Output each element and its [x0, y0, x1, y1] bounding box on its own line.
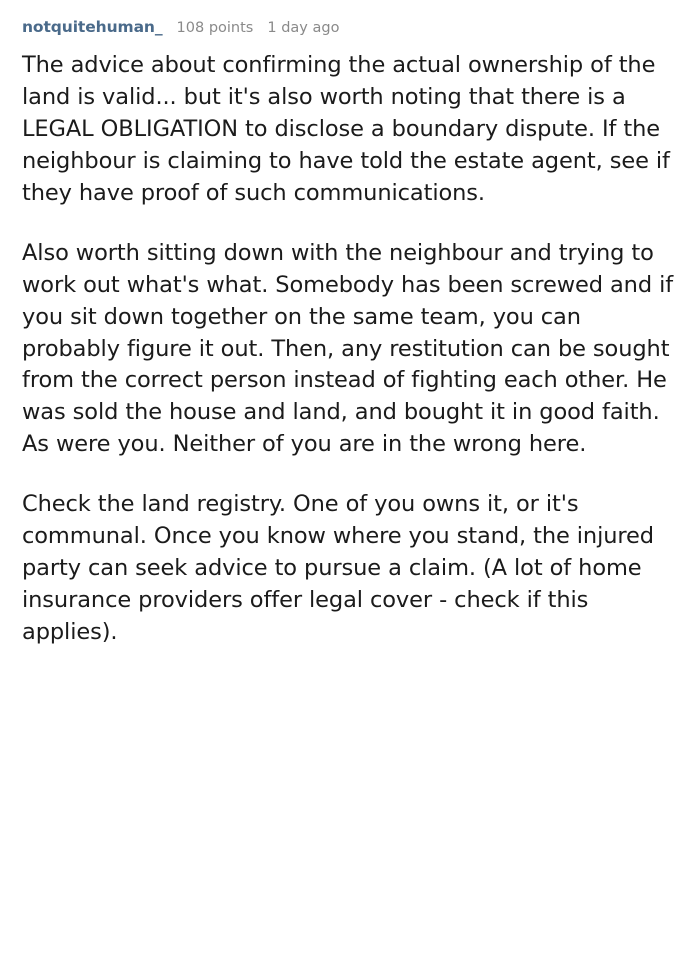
- comment-paragraph: The advice about confirming the actual ownership of the land is valid... but it's also worth noting that there is a LEGAL OBLIGATION to disclose a boundary dispute. If the neighbour is claiming to have told the estate agent, see if they have proof of such communications.: [22, 52, 670, 206]
- comment-score: 108 points: [176, 20, 254, 36]
- comment-timestamp: 1 day ago: [267, 20, 340, 36]
- comment-body: [22, 50, 678, 649]
- comment-author[interactable]: notquitehuman_: [22, 18, 163, 36]
- comment-paragraph: Check the land registry. One of you owns it, or it's communal. Once you know where you stand, the injured party can seek advice to pursue a claim. (A lot of home insurance providers offer legal cover - check if this applies).: [22, 491, 654, 645]
- comment-paragraph: Also worth sitting down with the neighbour and trying to work out what's what. Somebody has been screwed and if you sit down together on the same team, you can probably figure it out. Then, any restitution can be sought from the correct person instead of fighting each other. He was sold the house and land, and bought it in good faith. As were you. Neither of you are in the wrong here.: [22, 239, 674, 458]
- comment-meta: [22, 18, 678, 36]
